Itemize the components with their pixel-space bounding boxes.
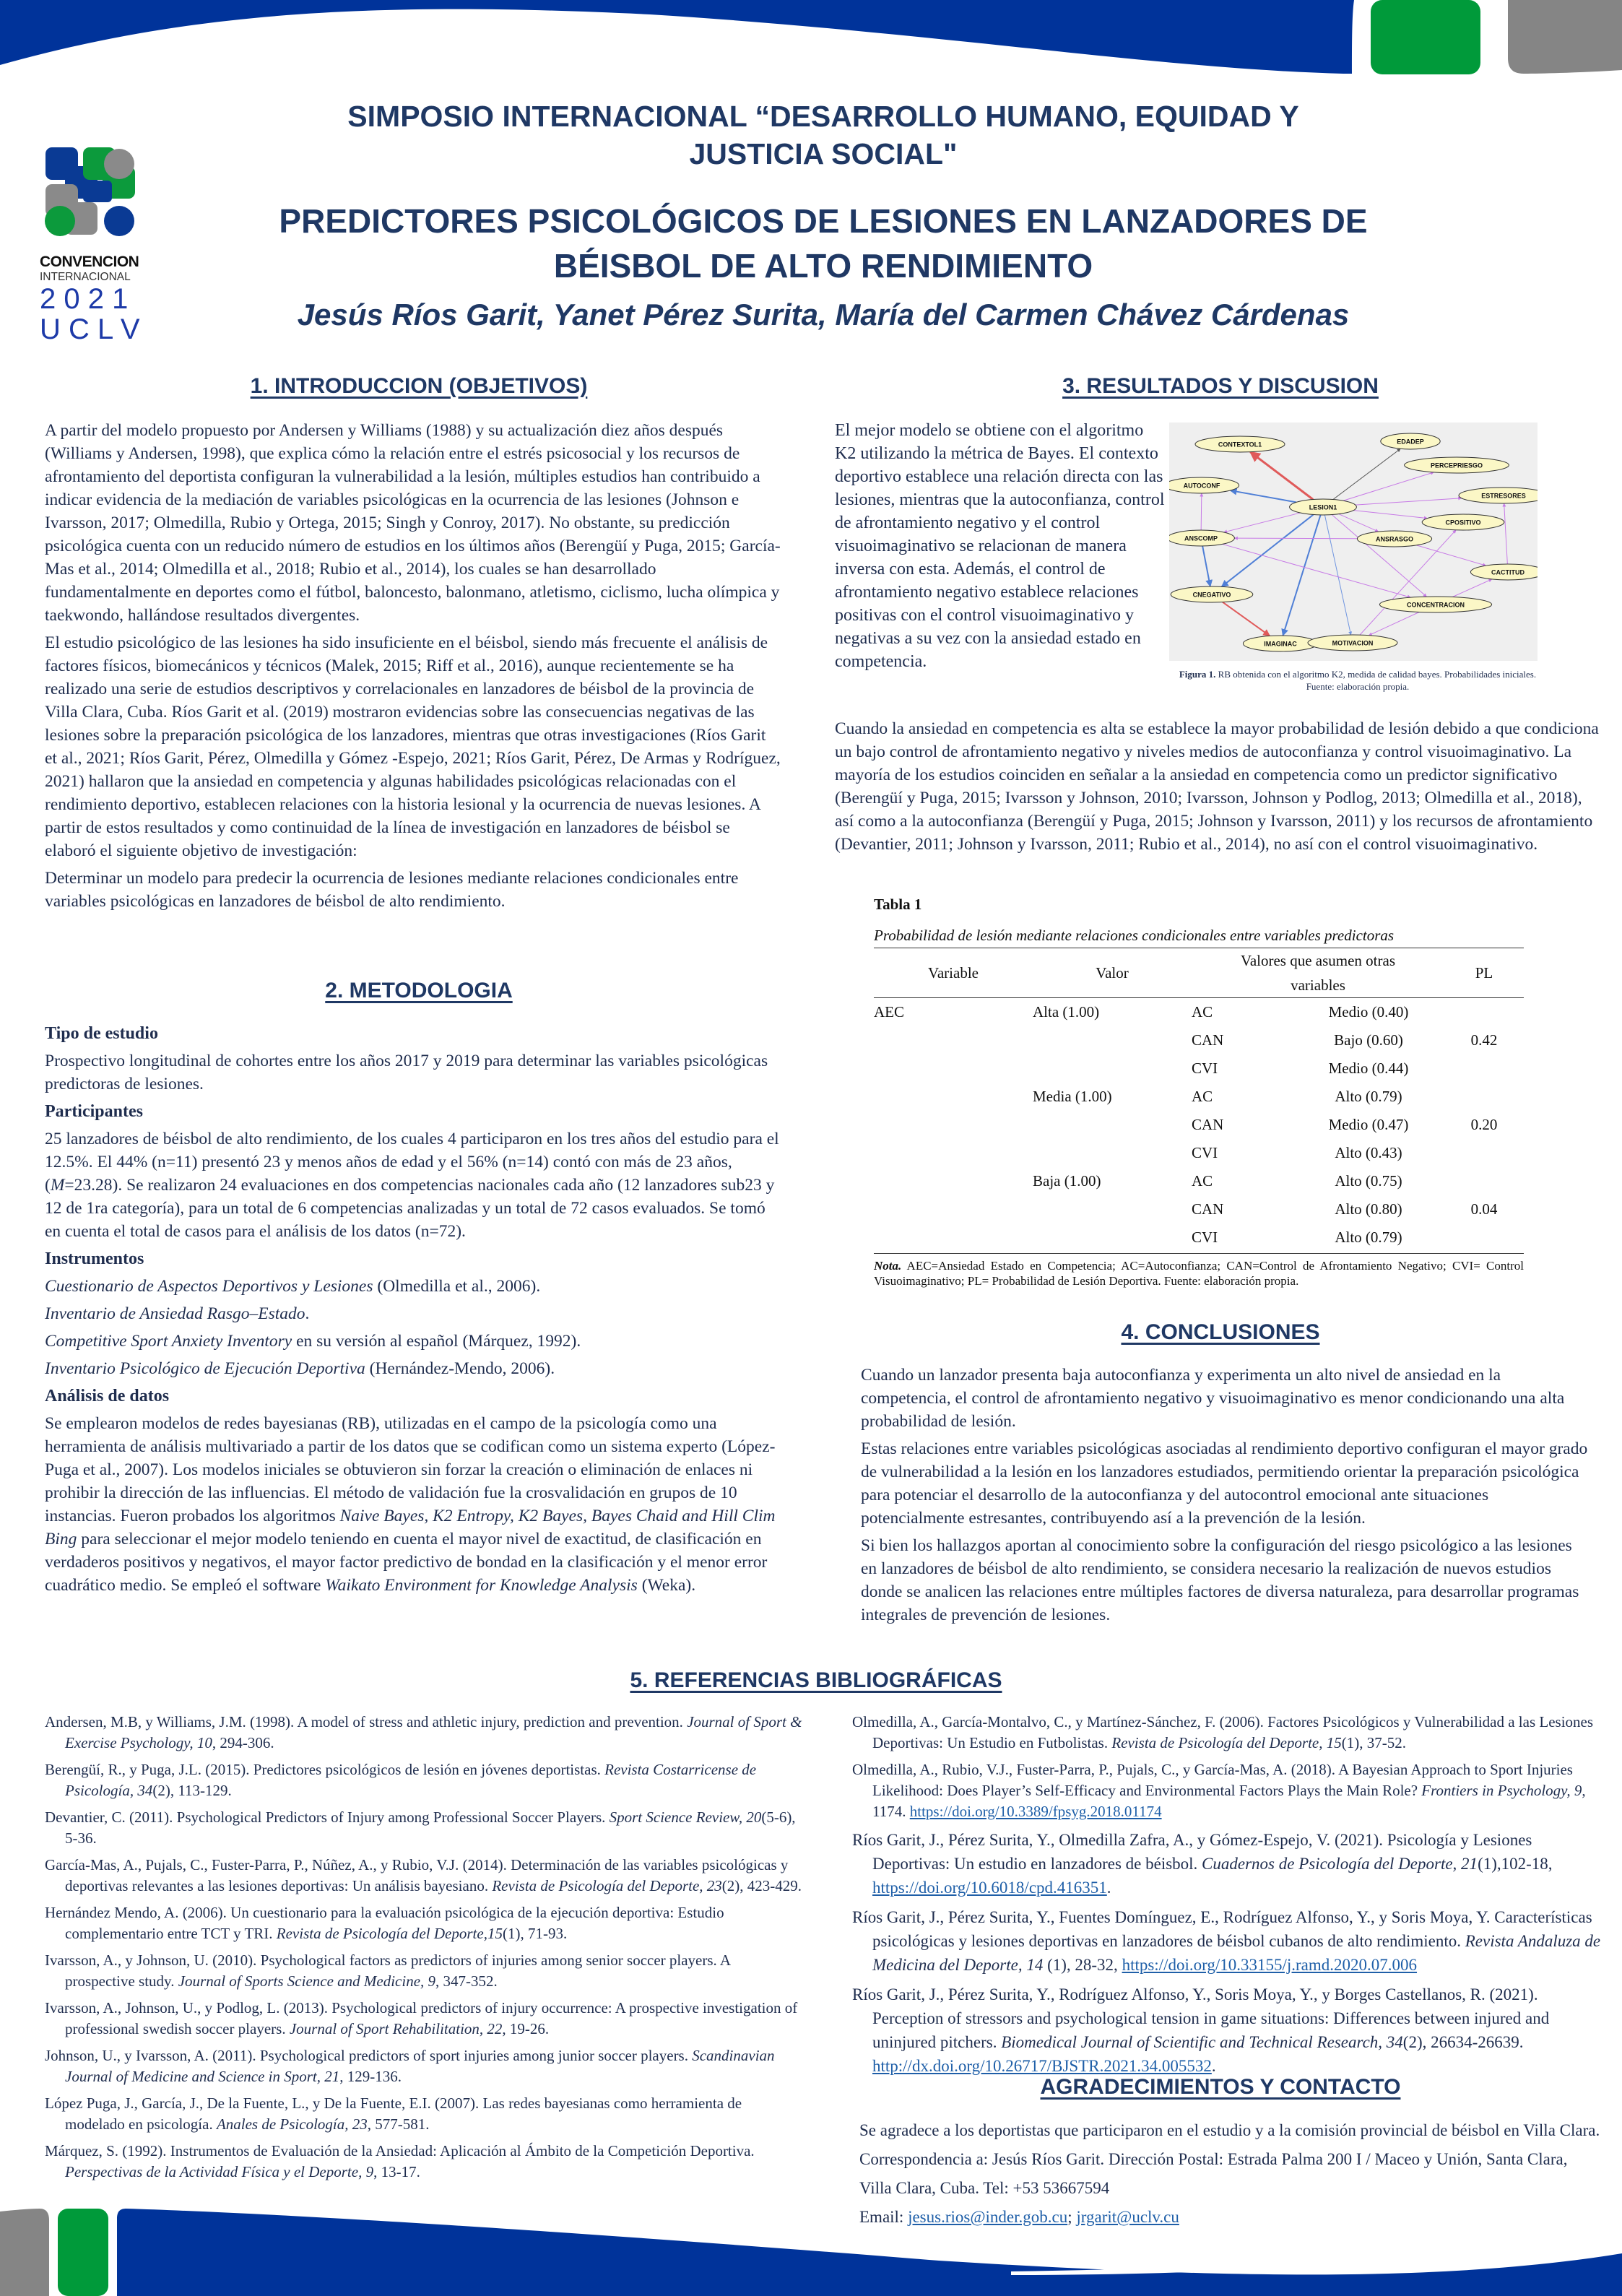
- subheading-instrumentos: Instrumentos: [45, 1249, 144, 1268]
- network-edge: [1234, 538, 1357, 539]
- metodologia-body: [45, 1022, 781, 1601]
- network-node: [1171, 586, 1253, 602]
- table-cell-valor: [1033, 1111, 1192, 1139]
- reference-item: García-Mas, A., Pujals, C., Fuster-Parra, P., Núñez, A., y Rubio, V.J. (2014). Determinación de las variables psicológicas y deportivas relevantes a las lesiones deportivas: Un análisis bayesiano. Revista de Psicología del Deporte, 23(2), 423-429.: [45, 1856, 802, 1894]
- network-node: [1243, 636, 1317, 651]
- network-edge: [1416, 545, 1486, 566]
- instrumento-name: Inventario Psicológico de Ejecución Deportiva: [45, 1359, 365, 1378]
- reference-item: Johnson, U., y Ivarsson, A. (2011). Psychological predictors of sport injuries among junior soccer players. Scandinavian Journal of Medicine and Science in Sport, 21, 129-136.: [45, 2047, 775, 2085]
- poster-title: PREDICTORES PSICOLÓGICOS DE LESIONES EN LANZADORES DE BÉISBOL DE ALTO RENDIMIENTO: [279, 202, 1368, 285]
- svg-text:IMAGINAC: IMAGINAC: [1264, 640, 1297, 648]
- instrumento-name: Cuestionario de Aspectos Deportivos y Lesiones: [45, 1277, 373, 1296]
- introduccion-paragraph-1: A partir del modelo propuesto por Andersen y Williams (1988) y su actualización diez años después (Williams y Andersen, 1998), que explica cómo la relación entre el estrés psicosocial y los recursos de afrontamiento del deportista configuran la vulnerabilidad a la lesión, múltiples estudios han contribuido a indicar evidencia de la mediación de variables psicológicas en la ocurrencia de las lesiones (Johnson e Ivarsson, 2017; Olmedilla, Rubio y Ortega, 2015; Singh y Conroy, 2017). No obstante, su predicción psicológica cuenta con un reducido número de estudios en los últimos años (Berengüí y Puga, 2015; García-Mas et al., 2014; Olmedilla et al., 2018; Rubio et al., 2014), los cuales se han desarrollado fundamentalmente en deportes como el fútbol, baloncesto, balonmano, atletismo, ciclismo, lucha olímpica y taekwondo, hallándose resultados divergentes.: [45, 421, 781, 625]
- reference-item: Andersen, M.B, y Williams, J.M. (1998). A model of stress and athletic injury, prediction and prevention. Journal of Sport & Exercise Psychology, 10, 294-306.: [45, 1713, 802, 1751]
- table-row: [874, 1139, 1524, 1167]
- logo-mark-icon: [40, 144, 148, 246]
- table-cell-valor: [1033, 1139, 1192, 1167]
- conclusion-paragraph-3: Si bien los hallazgos aportan al conocimiento sobre la configuración del riesgo psicológico a las lesiones en lanzadores de béisbol de alto rendimiento, se considera necesario la realización de nuevos estudios donde se analicen las relaciones entre múltiples factores de diversa naturaleza, para desarrollar programas integrales de prevención de lesiones.: [861, 1536, 1579, 1624]
- table-cell-var2: CVI: [1192, 1144, 1218, 1161]
- section-heading-resultados: 3. RESULTADOS Y DISCUSION: [1062, 374, 1379, 398]
- table-cell-variable: [874, 1026, 1033, 1054]
- reference-item: Ríos Garit, J., Pérez Surita, Y., Fuentes Domínguez, E., Rodríguez Alfonso, Y., y Soris Moya, Y. Características psicológicas y lesiones deportivas en lanzadores de béisbol cubanos de alto rendimiento. Revista Andaluza de Medicina del Deporte, 14 (1), 28-32, https://doi.org/10.33155/j.ramd.2020.07.006: [852, 1908, 1601, 1974]
- instrumento-citation: en su versión al español (Márquez, 1992).: [292, 1332, 581, 1351]
- resultados-paragraph-1: El mejor modelo se obtiene con el algoritmo K2 utilizando la métrica de Bayes. El contexto deportivo establece una relación directa con las lesiones, mientras que la autoconfianza, control de afrontamiento negativo y el control visuoimaginativo se relacionan de manera inversa con esta. Además, el control de afrontamiento negativo establece relaciones positivas con el control visuoimaginativo y negativas a su vez con la ansiedad estado en competencia.: [835, 421, 1165, 671]
- logo-text-year: 2 0 2 1: [40, 283, 129, 315]
- network-edge: [1223, 544, 1410, 597]
- table-row: [874, 1026, 1524, 1054]
- table-title: Probabilidad de lesión mediante relaciones condicionales entre variables predictoras: [874, 927, 1395, 944]
- network-edge: [1201, 493, 1202, 530]
- table-cell-valor: Media (1.00): [1033, 1088, 1112, 1105]
- email-separator: ;: [1067, 2208, 1077, 2226]
- network-edge: [1356, 498, 1462, 505]
- reference-item: López Puga, J., García, J., De la Fuente, L., y De la Fuente, E.I. (2007). Las redes bayesianas como herramienta de modelado en psicología. Anales de Psicología, 23, 577-581.: [45, 2094, 742, 2133]
- table-cell-val2: Alto (0.43): [1335, 1144, 1402, 1161]
- reference-item: Olmedilla, A., Rubio, V.J., Fuster-Parra, P., Pujals, C., y García-Mas, A. (2018). A Bayesian Approach to Sport Injuries Likelihood: Does Player’s Self-Efficacy and Environmental Factors Plays the Main Role? Frontiers in Psychology, 9, 1174. https://doi.org/10.3389/fpsyg.2018.01174: [852, 1761, 1586, 1820]
- network-node: [1290, 499, 1357, 515]
- analisis-text-b: para seleccionar el mejor modelo teniendo en cuenta el mayor nivel de exactitud, de clasificación en verdaderos positivos y negativos, el mayor factor predictivo de bondad en la clasificación y el menor error cuadrático medio. Se empleó el software: [45, 1530, 768, 1595]
- svg-text:CONTEXTOL1: CONTEXTOL1: [1218, 441, 1262, 449]
- col-header-otras: Valores que asumen otras: [1240, 951, 1396, 969]
- top-banner: [0, 0, 1622, 90]
- table-cell-pl: [1444, 1223, 1524, 1252]
- network-edge: [1504, 503, 1508, 564]
- table-cell-val2: Alto (0.79): [1335, 1229, 1402, 1246]
- table-note-text: AEC=Ansiedad Estado en Competencia; AC=Autoconfianza; CAN=Control de Afrontamiento Negativo; CVI= Control Visuoimaginativo; PL= Probabilidad de Lesión Deportiva. Fuente: elaboración propia.: [874, 1259, 1524, 1288]
- table-row: [874, 998, 1524, 1027]
- figure-caption-label: Figura 1.: [1179, 669, 1216, 680]
- table-note: [874, 1253, 1524, 1288]
- participantes-text-a: 25 lanzadores de béisbol de alto rendimiento, de los cuales 4 participaron en los tres años del estudio para el 12.5%. El 44% (n=11) presentó 23 y menos años de edad y el 56% (n=14) contó con más de 23 años, (: [45, 1130, 779, 1195]
- contacto-text: Se agradece a los deportistas que participaron en el estudio y a la comisión provincial de béisbol en Villa Clara. Correspondencia a: Jesús Ríos Garit. Dirección Postal: Estrada Palma 200 I / Maceo y Unión, Santa Clara, Villa Clara, Cuba. Tel: +53 53667594: [859, 2121, 1600, 2197]
- email-link-inder[interactable]: jesus.rios@inder.gob.cu: [908, 2208, 1068, 2226]
- section-heading-conclusiones: 4. CONCLUSIONES: [1121, 1320, 1320, 1344]
- reference-item: Berengüí, R., y Puga, J.L. (2015). Predictores psicológicos de lesión en jóvenes deportistas. Revista Costarricense de Psicología, 34(2), 113-129.: [45, 1761, 757, 1799]
- conclusion-paragraph-1: Cuando un lanzador presenta baja autoconfianza y experimenta un alto nivel de ansiedad en la competencia, el control de afrontamiento negativo y visuoimaginativo es menor condicionando una alta probabilidad de lesión.: [861, 1366, 1565, 1431]
- section-heading-metodologia: 2. METODOLOGIA: [325, 979, 513, 1002]
- symposium-title: SIMPOSIO INTERNACIONAL “DESARROLLO HUMANO, EQUIDAD Y JUSTICIA SOCIAL": [347, 100, 1299, 170]
- network-node: [1308, 635, 1397, 651]
- table-cell-valor: Alta (1.00): [1033, 1003, 1100, 1021]
- table-cell-variable: [874, 1111, 1033, 1139]
- table-cell-valor: Baja (1.00): [1033, 1172, 1101, 1190]
- table-cell-var2: CAN: [1192, 1116, 1224, 1133]
- bottom-banner: [0, 2203, 1622, 2296]
- table-cell-pl: [1444, 1167, 1524, 1195]
- svg-text:MOTIVACION: MOTIVACION: [1332, 639, 1374, 647]
- network-node: [1381, 433, 1440, 449]
- introduccion-body: [45, 419, 781, 917]
- instrumento-name: Inventario de Ansiedad Rasgo–Estado: [45, 1304, 305, 1323]
- reference-item: Devantier, C. (2011). Psychological Predictors of Injury among Professional Soccer Players. Sport Science Review, 20(5-6), 5-36.: [45, 1808, 796, 1847]
- tipo-estudio-text: Prospectivo longitudinal de cohortes entre los años 2017 y 2019 para determinar las variables psicológicas predictoras de lesiones.: [45, 1052, 768, 1093]
- algorithms-list: Naive Bayes, K2 Entropy, K2 Bayes, Bayes Chaid and Hill Clim Bing: [45, 1507, 776, 1548]
- subheading-analisis: Análisis de datos: [45, 1387, 170, 1405]
- table-cell-pl: 0.42: [1470, 1031, 1498, 1049]
- network-edge: [1231, 490, 1296, 502]
- network-edge: [1332, 515, 1426, 597]
- subheading-tipo-estudio: Tipo de estudio: [45, 1024, 158, 1043]
- logo-text-convencion: CONVENCION: [40, 254, 139, 270]
- network-edge: [1343, 472, 1434, 501]
- table-cell-val2: Medio (0.44): [1328, 1060, 1409, 1077]
- network-node: [1357, 531, 1431, 547]
- network-edge: [1222, 515, 1314, 587]
- table-cell-variable: [874, 1195, 1033, 1223]
- participantes-text-b: =23.28). Se realizaron 24 evaluaciones en dos competencias nacionales cada año (12 lanzadores sub23 y 12 de 1ra categoría), para un total de 6 competencias analizadas y un total de 72 casos evaluados. Se tomó en cuenta el total de casos para el análisis de los datos (n=72).: [45, 1176, 775, 1241]
- network-edge: [1283, 515, 1320, 636]
- resultados-paragraph-2: Cuando la ansiedad en competencia es alta se establece la mayor probabilidad de lesión debido a que condiciona un bajo control de afrontamiento negativo y niveles medios de autoconfianza y control visuoimaginativo. La mayoría de los estudios coinciden en señalar a la ansiedad en competencia como un predictor significativo (Berengüí y Puga, 2015; Ivarsson y Johnson, 2010; Ivarsson, Johnson y Podlog, 2013; Olmedilla et al., 2018), así como a la autoconfianza (Berengüí y Puga, 2015; Johnson y Ivarsson, 2011) y los recursos de afrontamiento (Devantier, 2011; Johnson y Ivarsson, 2011; Rubio et al., 2014), no así con el control visuoimaginativo.: [835, 719, 1599, 854]
- instrumento-item: [45, 1357, 781, 1380]
- svg-text:LESION1: LESION1: [1309, 503, 1337, 511]
- table-cell-var2: CVI: [1192, 1229, 1218, 1246]
- table-cell-valor: [1033, 1223, 1192, 1252]
- subheading-participantes: Participantes: [45, 1102, 143, 1121]
- network-node: [1169, 477, 1239, 493]
- network-node: [1459, 488, 1538, 503]
- table-cell-pl: 0.20: [1470, 1116, 1498, 1133]
- table-cell-variable: [874, 1083, 1033, 1111]
- svg-text:ANSRASGO: ANSRASGO: [1375, 535, 1414, 543]
- analisis-text-a: Se emplearon modelos de redes bayesianas (RB), utilizadas en el campo de la psicología como una herramienta de análisis multivariado a partir de los datos que se codifican como un sistema experto (López-Puga et al., 2007). Los modelos iniciales se obtuvieron sin forzar la creación o eliminación de enlaces ni prohibir la dirección de las influencias. El método de validación fue la crosvalidación en grupos de 10 instancias. Fueron probados los algoritmos: [45, 1414, 776, 1525]
- table-cell-pl: 0.04: [1470, 1200, 1498, 1218]
- bayesian-network-diagram: [1169, 423, 1538, 661]
- table-row: [874, 1111, 1524, 1139]
- network-edge: [1339, 514, 1379, 532]
- email-label: Email:: [859, 2208, 908, 2226]
- table-cell-val2: Alto (0.75): [1335, 1172, 1402, 1190]
- svg-text:CNEGATIVO: CNEGATIVO: [1192, 591, 1231, 599]
- svg-text:ESTRESORES: ESTRESORES: [1481, 492, 1526, 500]
- col-header-otras-2: variables: [1291, 976, 1345, 994]
- table-cell-var2: AC: [1192, 1172, 1213, 1190]
- instrumento-citation: (Hernández-Mendo, 2006).: [365, 1359, 555, 1378]
- email-link-uclv[interactable]: jrgarit@uclv.cu: [1076, 2208, 1179, 2226]
- table-row: [874, 1054, 1524, 1083]
- table-cell-var2: CVI: [1192, 1060, 1218, 1077]
- table-cell-var2: AC: [1192, 1088, 1213, 1105]
- table-cell-variable: [874, 1167, 1033, 1195]
- figure-caption-source: Fuente: elaboración propia.: [1306, 681, 1410, 692]
- table-row: [874, 1083, 1524, 1111]
- table-row: [874, 1167, 1524, 1195]
- col-header-pl: PL: [1475, 963, 1493, 982]
- analisis-text-c: (Weka).: [637, 1576, 696, 1595]
- probability-table: [874, 948, 1524, 1252]
- table-row: [874, 1195, 1524, 1223]
- table-cell-var2: CAN: [1192, 1200, 1224, 1218]
- svg-text:AUTOCONF: AUTOCONF: [1183, 482, 1220, 490]
- table-cell-val2: Medio (0.40): [1328, 1003, 1409, 1021]
- svg-text:CONCENTRACION: CONCENTRACION: [1407, 601, 1465, 609]
- table-cell-valor: [1033, 1026, 1192, 1054]
- instrumento-item: [45, 1330, 781, 1353]
- doi-link[interactable]: http://dx.doi.org/10.26717/BJSTR.2021.34.005532: [872, 2057, 1212, 2075]
- table-cell-variable: AEC: [874, 1003, 904, 1021]
- doi-link[interactable]: https://doi.org/10.3389/fpsyg.2018.01174: [909, 1803, 1162, 1820]
- table-cell-variable: [874, 1139, 1033, 1167]
- reference-item: Ríos Garit, J., Pérez Surita, Y., Rodríguez Alfonso, Y., Soris Moya, Y., y Borges Castellanos, R. (2021). Perception of stressors and psychological tension in game situations: Differences between injured and uninjured pitchers. Biomedical Journal of Scientific and Technical Research, 34(2), 26634-26639. http://dx.doi.org/10.26717/BJSTR.2021.34.005532.: [852, 1985, 1550, 2075]
- network-edge: [1333, 449, 1400, 499]
- convention-logo: [40, 144, 148, 354]
- table-cell-pl: [1444, 1083, 1524, 1111]
- svg-text:PERCEPRIESGO: PERCEPRIESGO: [1430, 462, 1483, 469]
- col-header-valor: Valor: [1096, 963, 1129, 982]
- reference-item: Ivarsson, A., Johnson, U., y Podlog, L. (2013). Psychological predictors of injury occurrence: A prospective investigation of professional swedish soccer players. Journal of Sport Rehabilitation, 22, 19-26.: [45, 1999, 798, 2037]
- table-note-label: Nota.: [874, 1259, 902, 1273]
- logo-text-internacional: INTERNACIONAL: [40, 271, 131, 283]
- table-cell-variable: [874, 1054, 1033, 1083]
- table-cell-val2: Bajo (0.60): [1334, 1031, 1403, 1049]
- doi-link[interactable]: https://doi.org/10.6018/cpd.416351: [872, 1879, 1107, 1897]
- figure-bayesian-network: [1169, 423, 1538, 661]
- table-cell-var2: AC: [1192, 1003, 1213, 1021]
- analisis-text: [45, 1412, 781, 1597]
- introduccion-paragraph-2: El estudio psicológico de las lesiones ha sido insuficiente en el béisbol, siendo más frecuente el análisis de factores físicos, biomecánicos y técnicos (Malek, 2015; Riff et al., 2016), aunque recientemente se ha realizado una serie de estudios descriptivos y correlacionales en lanzadores de béisbol de la provincia de Villa Clara, Cuba. Ríos Garit et al. (2019) mostraron evidencias sobre las consecuencias negativas de las lesiones sobre la preparación psicológica de los lanzadores, mientras que otras investigaciones (Ríos Garit et al., 2021; Ríos Garit, Pérez, Olmedilla y Gómez -Espejo, 2021; Ríos Garit, Pérez, De Armas y Rodríguez, 2021) hallaron que la ansiedad en competencia y algunas habilidades psicológicas relacionadas con el rendimiento deportivo, establecen relaciones con la historia lesional y la ocurrencia de nuevas lesiones. A partir de estos resultados y como continuidad de la línea de investigación en lanzadores de béisbol se elaboró el siguiente objetivo de investigación:: [45, 633, 781, 860]
- participantes-text: [45, 1127, 781, 1243]
- reference-item: Ríos Garit, J., Pérez Surita, Y., Olmedilla Zafra, A., y Gómez-Espejo, V. (2021). Psicología y Lesiones Deportivas: Un estudio en lanzadores de béisbol. Cuadernos de Psicología del Deporte, 21(1),102-18, https://doi.org/10.6018/cpd.416351.: [852, 1831, 1553, 1897]
- table-cell-val2: Alto (0.79): [1335, 1088, 1402, 1105]
- authors: Jesús Ríos Garit, Yanet Pérez Surita, María del Carmen Chávez Cárdenas: [297, 298, 1350, 332]
- mean-symbol: M: [50, 1176, 65, 1195]
- software-name: Waikato Environment for Knowledge Analysis: [325, 1576, 638, 1595]
- table-row: [874, 1223, 1524, 1252]
- reference-item: Olmedilla, A., García-Montalvo, C., y Martínez-Sánchez, F. (2006). Factores Psicológicos y Vulnerabilidad a las Lesiones Deportivas: Un Estudio en Futbolistas. Revista de Psicología del Deporte, 15(1), 37-52.: [852, 1713, 1594, 1751]
- conclusiones-body: [861, 1364, 1590, 1631]
- results-table: [874, 896, 1524, 1288]
- table-cell-valor: [1033, 1054, 1192, 1083]
- table-cell-val2: Alto (0.80): [1335, 1200, 1402, 1218]
- figure-caption-text: RB obtenida con el algoritmo K2, medida de calidad bayes. Probabilidades iniciales.: [1215, 669, 1537, 680]
- network-node: [1379, 597, 1491, 612]
- section-heading-referencias: 5. REFERENCIAS BIBLIOGRÁFICAS: [630, 1668, 1002, 1692]
- svg-text:ANSCOMP: ANSCOMP: [1184, 534, 1218, 542]
- network-edge: [1224, 513, 1301, 532]
- network-node: [1169, 530, 1234, 546]
- network-edge: [1223, 602, 1270, 636]
- table-cell-pl: [1444, 1139, 1524, 1167]
- introduccion-objective: Determinar un modelo para predecir la ocurrencia de lesiones mediante relaciones condicionales entre variables psicológicas en lanzadores de béisbol de alto rendimiento.: [45, 869, 739, 911]
- svg-text:EDADEP: EDADEP: [1397, 438, 1424, 446]
- table-cell-variable: [874, 1223, 1033, 1252]
- section-heading-introduccion: 1. INTRODUCCION (OBJETIVOS): [250, 374, 588, 398]
- network-edge: [1353, 511, 1427, 519]
- table-cell-valor: [1033, 1195, 1192, 1223]
- instrumento-citation: .: [305, 1304, 310, 1323]
- network-edge: [1369, 612, 1419, 636]
- table-cell-val2: Medio (0.47): [1328, 1116, 1409, 1133]
- col-header-variable: Variable: [928, 963, 979, 982]
- network-edge: [1202, 546, 1210, 586]
- references-right-column: [852, 1712, 1603, 2084]
- logo-text-uclv: U C L V: [40, 313, 140, 345]
- network-edge: [1324, 515, 1350, 635]
- instrumento-citation: (Olmedilla et al., 2006).: [373, 1277, 541, 1296]
- svg-text:CACTITUD: CACTITUD: [1491, 568, 1525, 576]
- figure-caption: [1170, 668, 1545, 693]
- table-cell-pl: [1444, 998, 1524, 1027]
- svg-text:CPOSITIVO: CPOSITIVO: [1445, 519, 1481, 527]
- section-heading-contacto: AGRADECIMIENTOS Y CONTACTO: [1040, 2075, 1401, 2099]
- network-node: [1422, 514, 1504, 530]
- network-node: [1470, 564, 1538, 580]
- table-cell-var2: CAN: [1192, 1031, 1224, 1049]
- network-node: [1195, 436, 1285, 452]
- reference-item: Hernández Mendo, A. (2006). Un cuestionario para la evaluación psicológica de la ejecución deportiva: Estudio complementario entre TCT y TRI. Revista de Psicología del Deporte,15(1), 71-93.: [45, 1904, 724, 1942]
- table-cell-pl: [1444, 1054, 1524, 1083]
- instrumento-item: [45, 1275, 781, 1298]
- reference-item: Ivarsson, A., y Johnson, U. (2010). Psychological factors as predictors of injuries among senior soccer players. A prospective study. Journal of Sports Science and Medicine, 9, 347-352.: [45, 1951, 730, 1990]
- conclusion-paragraph-2: Estas relaciones entre variables psicológicas asociadas al rendimiento deportivo configuran el mayor grado de vulnerabilidad a la lesión en los lanzadores estudiados, permitiendo orientar la preparación psicológica para potenciar el desarrollo de la autoconfianza y del autocontrol emocional ante situaciones potencialmente estresantes, contribuyendo así a la prevención de la lesión.: [861, 1439, 1588, 1528]
- doi-link[interactable]: https://doi.org/10.33155/j.ramd.2020.07.006: [1122, 1956, 1418, 1974]
- reference-item: Márquez, S. (1992). Instrumentos de Evaluación de la Ansiedad: Aplicación al Ámbito de la Competición Deportiva. Perspectivas de la Actividad Física y el Deporte, 9, 13-17.: [45, 2142, 755, 2180]
- network-edge: [1452, 579, 1492, 597]
- instrumento-item: [45, 1302, 781, 1325]
- table-label: Tabla 1: [874, 896, 922, 913]
- network-edge: [1250, 452, 1313, 500]
- instrumento-name: Competitive Sport Anxiety Inventory: [45, 1332, 292, 1351]
- references-left-column: [45, 1712, 803, 2188]
- network-node: [1405, 457, 1509, 473]
